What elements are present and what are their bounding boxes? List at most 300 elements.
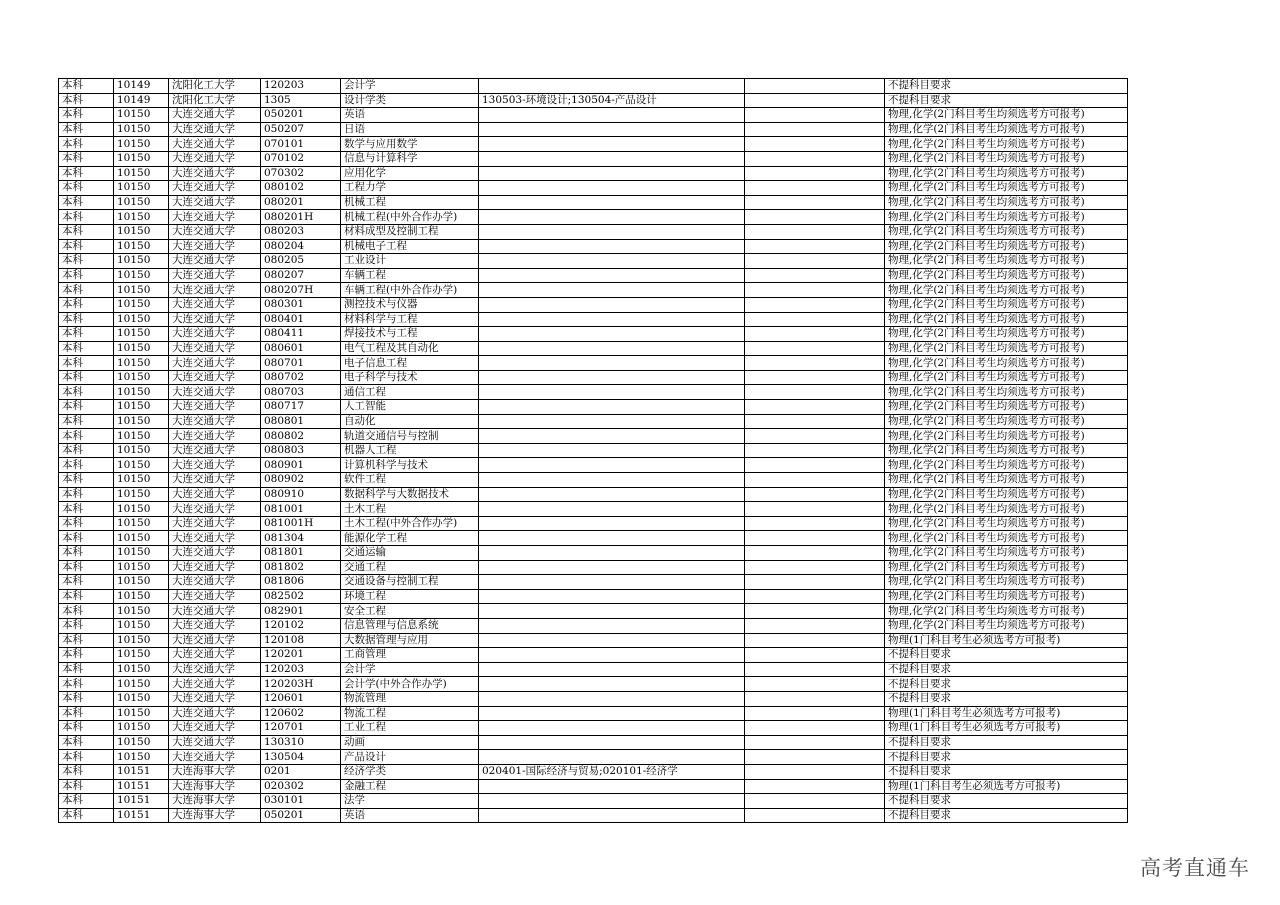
table-row <box>59 531 1128 546</box>
level-cell: 本科 <box>59 414 114 429</box>
school-name-cell: 大连交通大学 <box>169 706 261 721</box>
major-name-cell: 应用化学 <box>341 166 479 181</box>
major-code-cell: 080204 <box>261 239 341 254</box>
school-code-cell: 10150 <box>114 370 169 385</box>
included-majors-cell <box>479 575 745 590</box>
major-name-cell: 软件工程 <box>341 473 479 488</box>
school-name-cell: 大连交通大学 <box>169 735 261 750</box>
table-row <box>59 108 1128 123</box>
table-row <box>59 151 1128 166</box>
subject-requirement-cell: 物理,化学(2门科目考生均须选考方可报考) <box>885 283 1128 298</box>
included-majors-cell <box>479 166 745 181</box>
included-majors-cell <box>479 210 745 225</box>
admission-subject-table <box>58 78 1128 823</box>
school-code-cell: 10150 <box>114 210 169 225</box>
subject-requirement-cell: 物理,化学(2门科目考生均须选考方可报考) <box>885 429 1128 444</box>
included-majors-cell <box>479 502 745 517</box>
empty-cell <box>745 79 885 94</box>
level-cell: 本科 <box>59 750 114 765</box>
included-majors-cell <box>479 750 745 765</box>
empty-cell <box>745 706 885 721</box>
subject-requirement-cell: 不提科目要求 <box>885 648 1128 663</box>
major-code-cell: 080207H <box>261 283 341 298</box>
included-majors-cell <box>479 706 745 721</box>
level-cell: 本科 <box>59 239 114 254</box>
included-majors-cell <box>479 735 745 750</box>
empty-cell <box>745 400 885 415</box>
school-name-cell: 大连交通大学 <box>169 458 261 473</box>
major-code-cell: 070101 <box>261 137 341 152</box>
included-majors-cell <box>479 677 745 692</box>
major-name-cell: 交通工程 <box>341 560 479 575</box>
major-name-cell: 信息管理与信息系统 <box>341 618 479 633</box>
subject-requirement-cell: 物理,化学(2门科目考生均须选考方可报考) <box>885 122 1128 137</box>
empty-cell <box>745 487 885 502</box>
major-name-cell: 车辆工程 <box>341 268 479 283</box>
included-majors-cell <box>479 327 745 342</box>
level-cell: 本科 <box>59 618 114 633</box>
empty-cell <box>745 312 885 327</box>
school-name-cell: 大连交通大学 <box>169 618 261 633</box>
empty-cell <box>745 750 885 765</box>
school-name-cell: 沈阳化工大学 <box>169 79 261 94</box>
school-name-cell: 大连交通大学 <box>169 239 261 254</box>
empty-cell <box>745 589 885 604</box>
table-row <box>59 385 1128 400</box>
table-row <box>59 516 1128 531</box>
school-name-cell: 大连交通大学 <box>169 166 261 181</box>
major-name-cell: 自动化 <box>341 414 479 429</box>
level-cell: 本科 <box>59 370 114 385</box>
table-row <box>59 443 1128 458</box>
table-row <box>59 706 1128 721</box>
subject-requirement-cell: 物理,化学(2门科目考生均须选考方可报考) <box>885 166 1128 181</box>
empty-cell <box>745 283 885 298</box>
school-name-cell: 大连交通大学 <box>169 297 261 312</box>
school-code-cell: 10150 <box>114 181 169 196</box>
included-majors-cell <box>479 385 745 400</box>
table-row <box>59 677 1128 692</box>
school-name-cell: 大连交通大学 <box>169 210 261 225</box>
major-code-cell: 080703 <box>261 385 341 400</box>
table-row <box>59 312 1128 327</box>
major-name-cell: 机械工程(中外合作办学) <box>341 210 479 225</box>
subject-requirement-cell: 不提科目要求 <box>885 79 1128 94</box>
school-code-cell: 10150 <box>114 560 169 575</box>
level-cell: 本科 <box>59 633 114 648</box>
level-cell: 本科 <box>59 458 114 473</box>
included-majors-cell <box>479 691 745 706</box>
empty-cell <box>745 516 885 531</box>
table-row <box>59 604 1128 619</box>
included-majors-cell <box>479 589 745 604</box>
included-majors-cell <box>479 268 745 283</box>
subject-requirement-cell: 物理,化学(2门科目考生均须选考方可报考) <box>885 341 1128 356</box>
school-name-cell: 大连交通大学 <box>169 356 261 371</box>
major-code-cell: 082502 <box>261 589 341 604</box>
included-majors-cell <box>479 429 745 444</box>
level-cell: 本科 <box>59 721 114 736</box>
school-code-cell: 10150 <box>114 750 169 765</box>
empty-cell <box>745 224 885 239</box>
subject-requirement-cell: 物理(1门科目考生必须选考方可报考) <box>885 721 1128 736</box>
major-code-cell: 080201H <box>261 210 341 225</box>
included-majors-cell <box>479 224 745 239</box>
major-name-cell: 计算机科学与技术 <box>341 458 479 473</box>
school-code-cell: 10150 <box>114 443 169 458</box>
school-code-cell: 10150 <box>114 341 169 356</box>
included-majors-cell <box>479 721 745 736</box>
school-name-cell: 大连交通大学 <box>169 691 261 706</box>
subject-requirement-cell: 物理,化学(2门科目考生均须选考方可报考) <box>885 575 1128 590</box>
empty-cell <box>745 531 885 546</box>
included-majors-cell <box>479 618 745 633</box>
level-cell: 本科 <box>59 764 114 779</box>
included-majors-cell <box>479 633 745 648</box>
school-code-cell: 10150 <box>114 224 169 239</box>
school-code-cell: 10150 <box>114 137 169 152</box>
level-cell: 本科 <box>59 137 114 152</box>
empty-cell <box>745 239 885 254</box>
major-name-cell: 车辆工程(中外合作办学) <box>341 283 479 298</box>
major-code-cell: 080803 <box>261 443 341 458</box>
subject-requirement-cell: 物理,化学(2门科目考生均须选考方可报考) <box>885 254 1128 269</box>
major-code-cell: 050201 <box>261 108 341 123</box>
subject-requirement-cell: 物理(1门科目考生必须选考方可报考) <box>885 633 1128 648</box>
school-name-cell: 大连交通大学 <box>169 414 261 429</box>
subject-requirement-cell: 物理,化学(2门科目考生均须选考方可报考) <box>885 560 1128 575</box>
level-cell: 本科 <box>59 254 114 269</box>
major-name-cell: 材料科学与工程 <box>341 312 479 327</box>
school-code-cell: 10150 <box>114 108 169 123</box>
major-name-cell: 通信工程 <box>341 385 479 400</box>
school-name-cell: 大连交通大学 <box>169 341 261 356</box>
level-cell: 本科 <box>59 108 114 123</box>
included-majors-cell <box>479 122 745 137</box>
included-majors-cell <box>479 662 745 677</box>
school-name-cell: 大连交通大学 <box>169 604 261 619</box>
major-name-cell: 信息与计算科学 <box>341 151 479 166</box>
table-row <box>59 166 1128 181</box>
school-name-cell: 大连交通大学 <box>169 400 261 415</box>
empty-cell <box>745 560 885 575</box>
level-cell: 本科 <box>59 93 114 108</box>
empty-cell <box>745 297 885 312</box>
empty-cell <box>745 108 885 123</box>
major-code-cell: 080801 <box>261 414 341 429</box>
empty-cell <box>745 195 885 210</box>
empty-cell <box>745 151 885 166</box>
major-name-cell: 法学 <box>341 794 479 809</box>
major-code-cell: 070302 <box>261 166 341 181</box>
empty-cell <box>745 473 885 488</box>
major-code-cell: 120203 <box>261 662 341 677</box>
empty-cell <box>745 166 885 181</box>
watermark: 高考直通车 <box>1140 856 1250 880</box>
subject-requirement-cell: 物理,化学(2门科目考生均须选考方可报考) <box>885 297 1128 312</box>
subject-requirement-cell: 物理,化学(2门科目考生均须选考方可报考) <box>885 151 1128 166</box>
major-code-cell: 081304 <box>261 531 341 546</box>
included-majors-cell <box>479 414 745 429</box>
major-name-cell: 物流工程 <box>341 706 479 721</box>
included-majors-cell <box>479 443 745 458</box>
subject-requirement-cell: 物理,化学(2门科目考生均须选考方可报考) <box>885 487 1128 502</box>
table-row <box>59 414 1128 429</box>
major-name-cell: 金融工程 <box>341 779 479 794</box>
subject-requirement-cell: 不提科目要求 <box>885 750 1128 765</box>
table-row <box>59 618 1128 633</box>
table-row <box>59 779 1128 794</box>
table-row <box>59 487 1128 502</box>
table-row <box>59 268 1128 283</box>
table-row <box>59 633 1128 648</box>
school-name-cell: 大连交通大学 <box>169 560 261 575</box>
level-cell: 本科 <box>59 283 114 298</box>
level-cell: 本科 <box>59 604 114 619</box>
major-name-cell: 环境工程 <box>341 589 479 604</box>
included-majors-cell <box>479 341 745 356</box>
major-name-cell: 产品设计 <box>341 750 479 765</box>
school-code-cell: 10150 <box>114 151 169 166</box>
major-code-cell: 130310 <box>261 735 341 750</box>
major-code-cell: 081801 <box>261 546 341 561</box>
level-cell: 本科 <box>59 794 114 809</box>
level-cell: 本科 <box>59 297 114 312</box>
level-cell: 本科 <box>59 473 114 488</box>
level-cell: 本科 <box>59 487 114 502</box>
major-name-cell: 机械工程 <box>341 195 479 210</box>
school-code-cell: 10150 <box>114 531 169 546</box>
empty-cell <box>745 341 885 356</box>
major-code-cell: 120601 <box>261 691 341 706</box>
subject-requirement-cell: 不提科目要求 <box>885 808 1128 823</box>
empty-cell <box>745 93 885 108</box>
level-cell: 本科 <box>59 560 114 575</box>
empty-cell <box>745 794 885 809</box>
school-name-cell: 大连交通大学 <box>169 443 261 458</box>
school-code-cell: 10150 <box>114 677 169 692</box>
major-code-cell: 081802 <box>261 560 341 575</box>
empty-cell <box>745 721 885 736</box>
major-name-cell: 机器人工程 <box>341 443 479 458</box>
included-majors-cell <box>479 546 745 561</box>
major-name-cell: 工业设计 <box>341 254 479 269</box>
subject-requirement-cell: 不提科目要求 <box>885 794 1128 809</box>
school-name-cell: 大连交通大学 <box>169 721 261 736</box>
school-code-cell: 10150 <box>114 327 169 342</box>
included-majors-cell <box>479 356 745 371</box>
subject-requirement-cell: 物理,化学(2门科目考生均须选考方可报考) <box>885 604 1128 619</box>
level-cell: 本科 <box>59 662 114 677</box>
major-name-cell: 机械电子工程 <box>341 239 479 254</box>
major-code-cell: 080201 <box>261 195 341 210</box>
level-cell: 本科 <box>59 706 114 721</box>
school-name-cell: 大连海事大学 <box>169 779 261 794</box>
table-row <box>59 79 1128 94</box>
major-code-cell: 020302 <box>261 779 341 794</box>
major-name-cell: 设计学类 <box>341 93 479 108</box>
subject-requirement-cell: 物理,化学(2门科目考生均须选考方可报考) <box>885 268 1128 283</box>
major-code-cell: 080701 <box>261 356 341 371</box>
level-cell: 本科 <box>59 79 114 94</box>
school-code-cell: 10150 <box>114 706 169 721</box>
included-majors-cell <box>479 604 745 619</box>
table-row <box>59 137 1128 152</box>
level-cell: 本科 <box>59 181 114 196</box>
major-name-cell: 电气工程及其自动化 <box>341 341 479 356</box>
major-name-cell: 日语 <box>341 122 479 137</box>
empty-cell <box>745 546 885 561</box>
school-name-cell: 大连交通大学 <box>169 516 261 531</box>
school-code-cell: 10150 <box>114 458 169 473</box>
subject-requirement-cell: 物理,化学(2门科目考生均须选考方可报考) <box>885 312 1128 327</box>
school-code-cell: 10150 <box>114 122 169 137</box>
subject-requirement-cell: 物理,化学(2门科目考生均须选考方可报考) <box>885 531 1128 546</box>
empty-cell <box>745 137 885 152</box>
school-code-cell: 10150 <box>114 297 169 312</box>
subject-requirement-cell: 不提科目要求 <box>885 662 1128 677</box>
school-name-cell: 大连交通大学 <box>169 502 261 517</box>
major-code-cell: 120701 <box>261 721 341 736</box>
major-code-cell: 120102 <box>261 618 341 633</box>
subject-requirement-cell: 不提科目要求 <box>885 677 1128 692</box>
school-code-cell: 10149 <box>114 79 169 94</box>
empty-cell <box>745 779 885 794</box>
school-code-cell: 10150 <box>114 239 169 254</box>
school-name-cell: 大连交通大学 <box>169 224 261 239</box>
school-name-cell: 大连交通大学 <box>169 473 261 488</box>
school-code-cell: 10150 <box>114 414 169 429</box>
table-row <box>59 400 1128 415</box>
level-cell: 本科 <box>59 166 114 181</box>
major-code-cell: 080411 <box>261 327 341 342</box>
major-code-cell: 120203 <box>261 79 341 94</box>
table-row <box>59 458 1128 473</box>
major-name-cell: 动画 <box>341 735 479 750</box>
major-name-cell: 数学与应用数学 <box>341 137 479 152</box>
school-code-cell: 10150 <box>114 312 169 327</box>
school-name-cell: 大连交通大学 <box>169 108 261 123</box>
major-name-cell: 轨道交通信号与控制 <box>341 429 479 444</box>
major-code-cell: 080207 <box>261 268 341 283</box>
level-cell: 本科 <box>59 502 114 517</box>
level-cell: 本科 <box>59 312 114 327</box>
table-row <box>59 750 1128 765</box>
empty-cell <box>745 458 885 473</box>
level-cell: 本科 <box>59 589 114 604</box>
level-cell: 本科 <box>59 779 114 794</box>
subject-requirement-cell: 不提科目要求 <box>885 764 1128 779</box>
major-name-cell: 会计学 <box>341 79 479 94</box>
table-row <box>59 546 1128 561</box>
school-name-cell: 沈阳化工大学 <box>169 93 261 108</box>
subject-requirement-cell: 物理,化学(2门科目考生均须选考方可报考) <box>885 210 1128 225</box>
school-name-cell: 大连交通大学 <box>169 662 261 677</box>
school-code-cell: 10150 <box>114 195 169 210</box>
level-cell: 本科 <box>59 210 114 225</box>
subject-requirement-cell: 不提科目要求 <box>885 691 1128 706</box>
level-cell: 本科 <box>59 808 114 823</box>
major-code-cell: 080102 <box>261 181 341 196</box>
empty-cell <box>745 443 885 458</box>
major-code-cell: 080203 <box>261 224 341 239</box>
level-cell: 本科 <box>59 356 114 371</box>
major-code-cell: 082901 <box>261 604 341 619</box>
major-code-cell: 080910 <box>261 487 341 502</box>
included-majors-cell <box>479 254 745 269</box>
school-code-cell: 10151 <box>114 794 169 809</box>
school-name-cell: 大连交通大学 <box>169 283 261 298</box>
school-code-cell: 10150 <box>114 254 169 269</box>
major-code-cell: 080205 <box>261 254 341 269</box>
empty-cell <box>745 735 885 750</box>
major-code-cell: 081806 <box>261 575 341 590</box>
table-row <box>59 297 1128 312</box>
major-code-cell: 1305 <box>261 93 341 108</box>
major-code-cell: 080702 <box>261 370 341 385</box>
major-code-cell: 080901 <box>261 458 341 473</box>
level-cell: 本科 <box>59 224 114 239</box>
school-name-cell: 大连交通大学 <box>169 122 261 137</box>
subject-requirement-cell: 物理,化学(2门科目考生均须选考方可报考) <box>885 181 1128 196</box>
table-row <box>59 502 1128 517</box>
included-majors-cell <box>479 473 745 488</box>
table-row <box>59 254 1128 269</box>
table-row <box>59 575 1128 590</box>
empty-cell <box>745 575 885 590</box>
major-name-cell: 人工智能 <box>341 400 479 415</box>
major-code-cell: 030101 <box>261 794 341 809</box>
level-cell: 本科 <box>59 648 114 663</box>
empty-cell <box>745 604 885 619</box>
major-name-cell: 土木工程 <box>341 502 479 517</box>
school-code-cell: 10150 <box>114 166 169 181</box>
major-name-cell: 测控技术与仪器 <box>341 297 479 312</box>
included-majors-cell <box>479 195 745 210</box>
subject-requirement-cell: 物理,化学(2门科目考生均须选考方可报考) <box>885 137 1128 152</box>
major-code-cell: 081001 <box>261 502 341 517</box>
level-cell: 本科 <box>59 327 114 342</box>
subject-requirement-cell: 不提科目要求 <box>885 735 1128 750</box>
school-name-cell: 大连交通大学 <box>169 750 261 765</box>
major-name-cell: 会计学 <box>341 662 479 677</box>
major-name-cell: 英语 <box>341 108 479 123</box>
school-code-cell: 10151 <box>114 808 169 823</box>
included-majors-cell <box>479 181 745 196</box>
included-majors-cell <box>479 297 745 312</box>
level-cell: 本科 <box>59 341 114 356</box>
included-majors-cell <box>479 370 745 385</box>
school-code-cell: 10150 <box>114 721 169 736</box>
subject-requirement-cell: 物理,化学(2门科目考生均须选考方可报考) <box>885 589 1128 604</box>
included-majors-cell: 130503-环境设计;130504-产品设计 <box>479 93 745 108</box>
major-code-cell: 080902 <box>261 473 341 488</box>
school-name-cell: 大连交通大学 <box>169 531 261 546</box>
school-name-cell: 大连交通大学 <box>169 181 261 196</box>
school-name-cell: 大连交通大学 <box>169 575 261 590</box>
major-code-cell: 080802 <box>261 429 341 444</box>
empty-cell <box>745 502 885 517</box>
empty-cell <box>745 808 885 823</box>
school-code-cell: 10150 <box>114 691 169 706</box>
subject-requirement-cell: 物理,化学(2门科目考生均须选考方可报考) <box>885 108 1128 123</box>
table-row <box>59 283 1128 298</box>
table-row <box>59 691 1128 706</box>
major-code-cell: 120108 <box>261 633 341 648</box>
major-name-cell: 交通运输 <box>341 546 479 561</box>
school-code-cell: 10150 <box>114 400 169 415</box>
empty-cell <box>745 268 885 283</box>
